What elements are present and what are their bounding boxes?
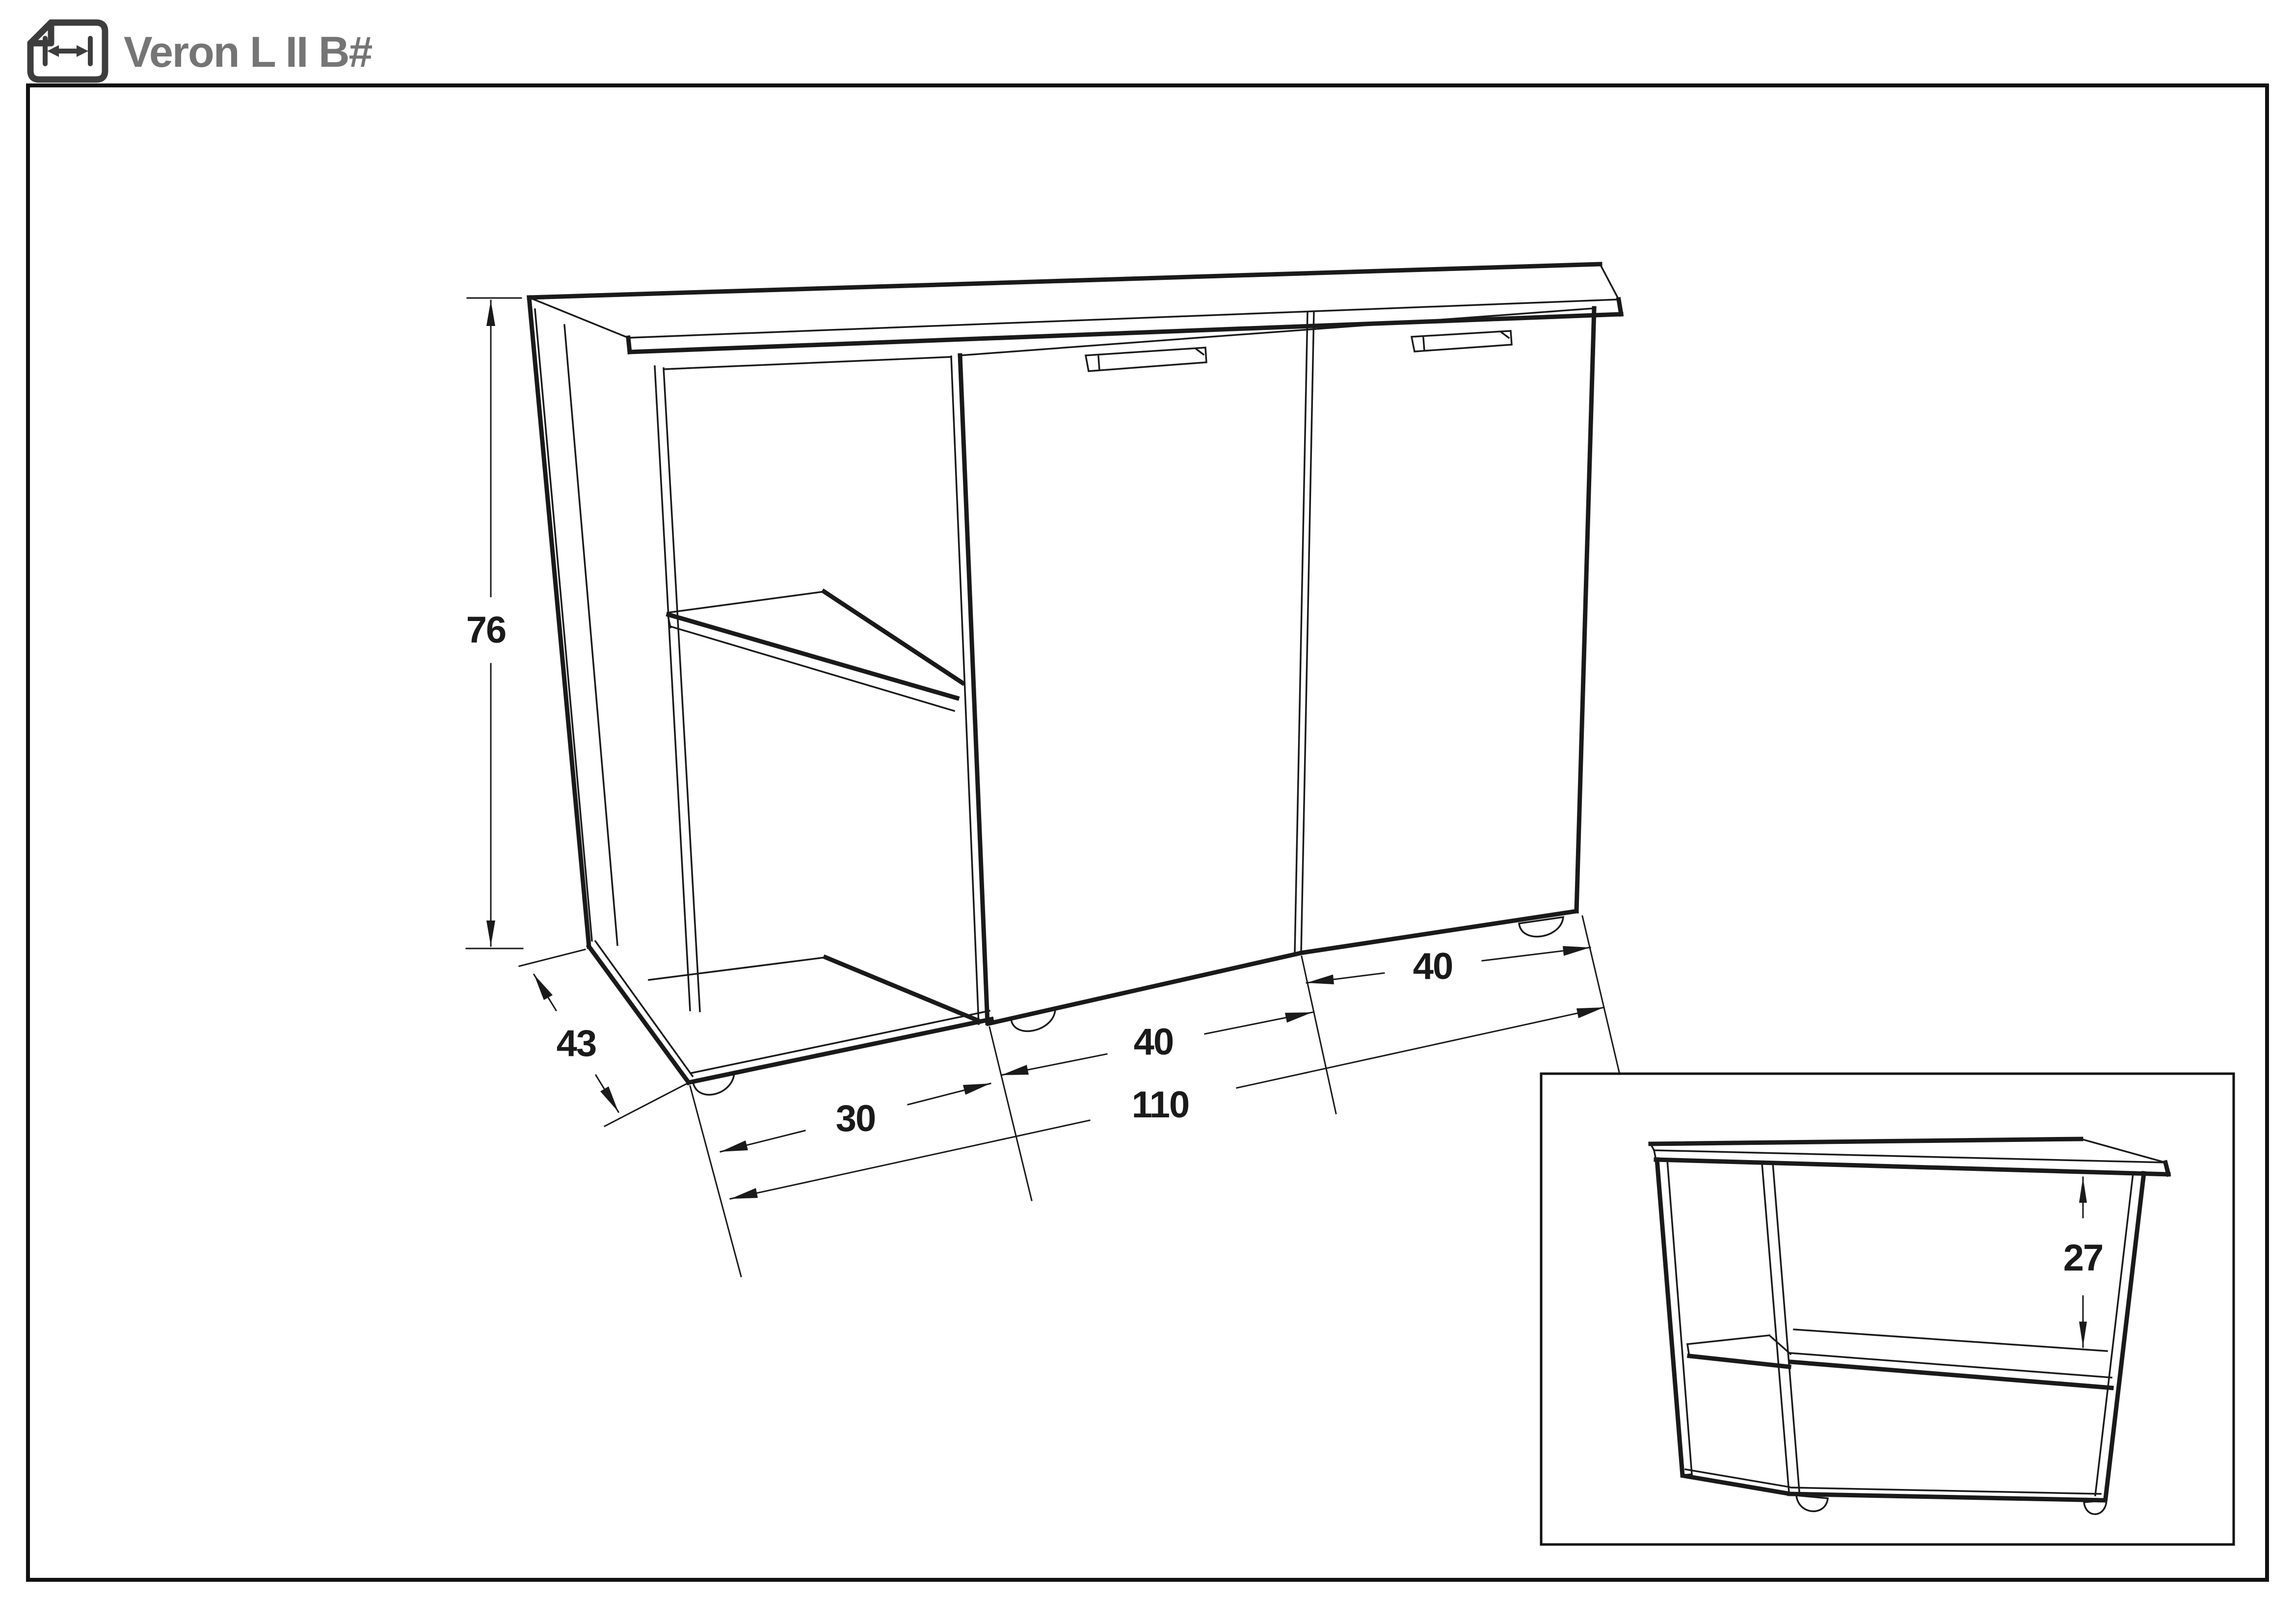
dim-label-total-width: 110 bbox=[1131, 1084, 1189, 1126]
drawing-frame bbox=[28, 85, 2267, 1580]
inset-shelves bbox=[1687, 1329, 2111, 1388]
inset-panels bbox=[1657, 1160, 2144, 1498]
handle-left-cap bbox=[1098, 356, 1099, 370]
dimensions bbox=[466, 298, 1620, 1276]
top-left-edge bbox=[529, 298, 628, 338]
inset-divider-right bbox=[1773, 1164, 1799, 1491]
page-title: Veron L II B# bbox=[124, 27, 372, 76]
width-dimension-document-icon bbox=[30, 23, 105, 80]
handle-right-cap bbox=[1423, 338, 1424, 351]
inset-top-panel bbox=[1651, 1139, 2168, 1174]
dim-arrow bbox=[534, 974, 553, 1000]
dim-door-right bbox=[1307, 946, 1590, 987]
doors bbox=[960, 308, 1594, 1024]
inset-view bbox=[1541, 1074, 2234, 1544]
arrowhead-left bbox=[47, 45, 59, 57]
inset-top-back-edge bbox=[1651, 1139, 2081, 1144]
dim-label-height: 76 bbox=[466, 609, 506, 651]
arrowhead-right bbox=[77, 45, 88, 57]
dim-arrow bbox=[486, 920, 495, 946]
inset-small-shelf-front bbox=[1689, 1356, 1789, 1367]
side-inner-edge bbox=[535, 309, 592, 941]
opening-top-edge bbox=[665, 357, 951, 369]
shelf-thickness-edge bbox=[670, 626, 954, 711]
dim-line bbox=[730, 1120, 1090, 1199]
side-bottom-inner-edge bbox=[595, 941, 693, 1076]
dim-arrow bbox=[963, 1083, 990, 1095]
inset-foot-left bbox=[1796, 1495, 1828, 1511]
door-handles bbox=[1086, 331, 1512, 371]
bottom-board-right-edge bbox=[826, 957, 980, 1021]
door-right-edge bbox=[1576, 308, 1594, 911]
dim-label-door-left: 40 bbox=[1133, 1021, 1174, 1063]
inset-top-right-thickness bbox=[2165, 1163, 2168, 1174]
dim-arrow bbox=[1563, 946, 1590, 956]
inset-long-shelf-back bbox=[1794, 1329, 2107, 1351]
inset-bottom bbox=[1683, 1469, 2107, 1514]
inset-top-right-edge bbox=[2081, 1139, 2165, 1163]
door-gap-left-line bbox=[1295, 312, 1308, 953]
dim-arrow bbox=[1001, 1065, 1029, 1075]
dim-arrow bbox=[600, 1086, 618, 1112]
shelf-front-edge bbox=[668, 615, 957, 698]
header bbox=[30, 23, 372, 80]
dim-arrow bbox=[486, 300, 495, 326]
door-gap-right-line bbox=[1301, 312, 1314, 953]
interior-back-corner bbox=[564, 325, 617, 945]
dim-arrow bbox=[2079, 1322, 2087, 1347]
dim-label-depth: 43 bbox=[556, 1023, 596, 1064]
handle-left bbox=[1086, 348, 1206, 371]
dim-shelf-spacing bbox=[2063, 1177, 2103, 1347]
ext-front-right bbox=[1582, 916, 1620, 1074]
front-bottom-inner-edge bbox=[691, 1011, 989, 1073]
divider-panel bbox=[951, 355, 988, 1024]
dim-label-shelf-spacing: 27 bbox=[2063, 1237, 2103, 1279]
dim-arrow bbox=[730, 1188, 758, 1199]
dim-arrow bbox=[1285, 1012, 1312, 1023]
inset-top-bottom-edge bbox=[1656, 1160, 2168, 1174]
dim-depth bbox=[519, 949, 686, 1126]
dim-arrow bbox=[721, 1140, 748, 1152]
dim-height bbox=[466, 298, 523, 948]
dim-label-door-right: 40 bbox=[1413, 946, 1453, 987]
main-cabinet-drawing bbox=[529, 264, 1621, 1095]
opening-left-jamb-inner bbox=[664, 368, 700, 1011]
inset-bottom-right-edge bbox=[1789, 1494, 2105, 1500]
dim-door-left bbox=[1001, 1012, 1312, 1075]
top-back-edge bbox=[529, 264, 1600, 298]
inset-small-shelf-top bbox=[1687, 1335, 1769, 1344]
inset-right-panel-outer bbox=[2106, 1173, 2144, 1498]
side-outer-edge bbox=[529, 298, 589, 947]
opening-left-jamb-outer bbox=[655, 366, 690, 1010]
top-right-edge bbox=[1600, 264, 1619, 299]
dim-arrow bbox=[1576, 1007, 1604, 1018]
dim-arrow bbox=[1307, 974, 1334, 984]
inset-left-panel-outer bbox=[1657, 1160, 1682, 1475]
ext-divider bbox=[989, 1027, 1032, 1200]
handle-right bbox=[1412, 331, 1512, 352]
inset-divider-left bbox=[1762, 1164, 1789, 1492]
ext-front-left bbox=[690, 1086, 741, 1276]
shelf-back-edge bbox=[667, 592, 824, 613]
door-left-bottom-edge bbox=[988, 953, 1299, 1024]
bottom-board-back-edge bbox=[649, 957, 826, 980]
dim-label-left-section: 30 bbox=[835, 1098, 876, 1139]
inset-right-panel-inner bbox=[2095, 1173, 2133, 1495]
side-bottom-edge bbox=[589, 947, 689, 1083]
top-front-right-corner bbox=[1619, 299, 1621, 314]
dim-left-section bbox=[721, 1083, 990, 1152]
dim-ext bbox=[519, 949, 585, 966]
cabinet-feet bbox=[693, 917, 1563, 1095]
open-section-shelf bbox=[667, 592, 962, 711]
dim-arrow bbox=[2079, 1177, 2087, 1203]
shelf-right-edge bbox=[824, 592, 962, 683]
dim-ext bbox=[605, 1084, 686, 1126]
